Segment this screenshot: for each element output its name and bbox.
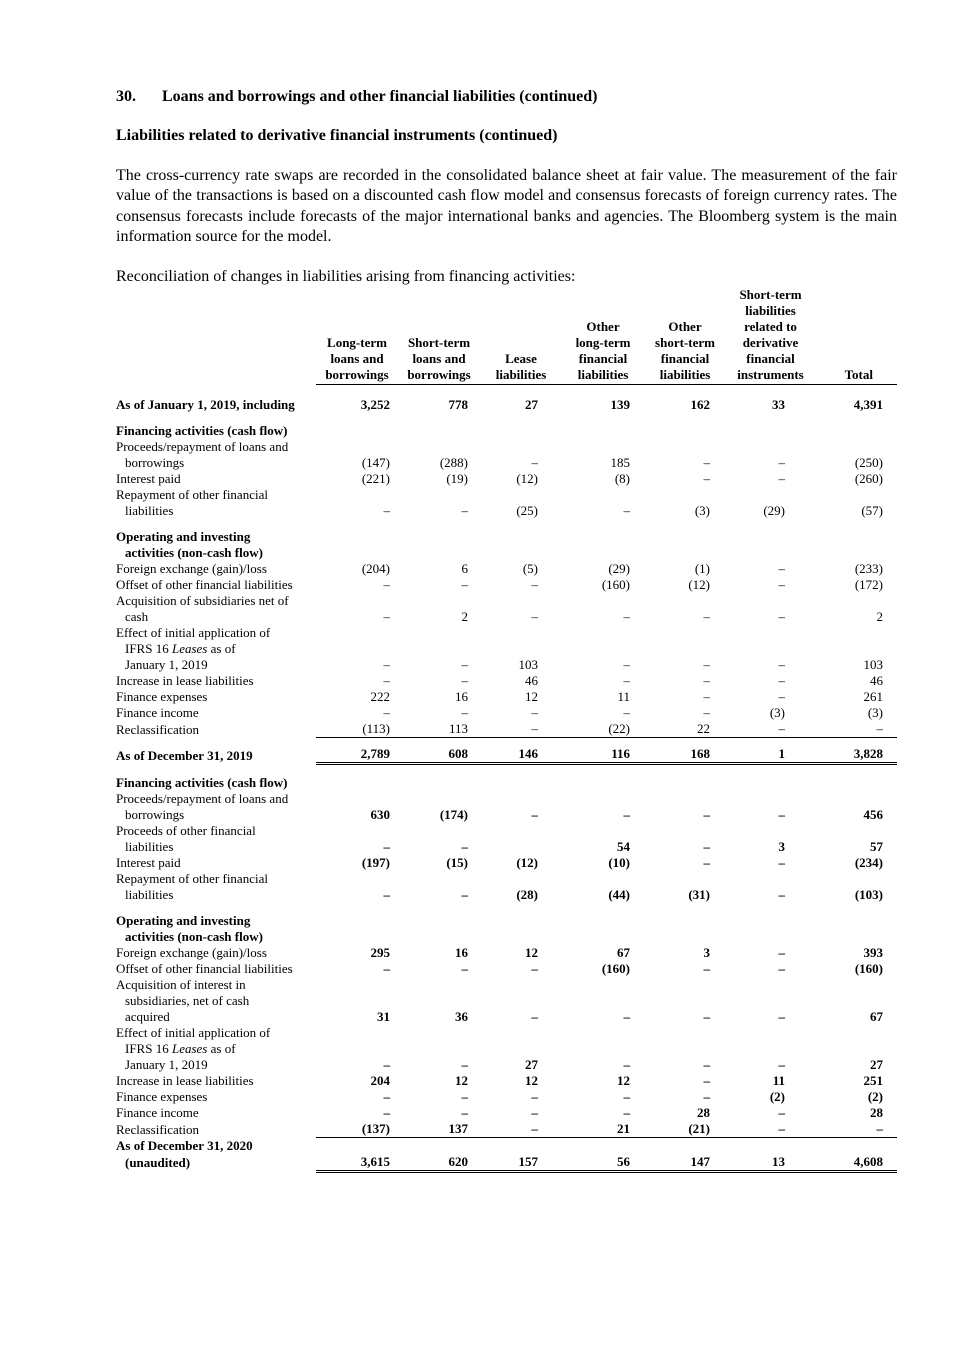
- table-cell: –: [383, 705, 390, 721]
- table-cell: 204: [370, 1073, 390, 1089]
- table-cell: –: [383, 657, 390, 673]
- table-cell: –: [703, 1057, 710, 1073]
- table-cell: (234): [854, 855, 883, 871]
- table-cell: 67: [617, 945, 630, 961]
- table-cell: 67: [870, 1009, 883, 1025]
- column-header-line: Other: [586, 319, 620, 335]
- table-cell: –: [461, 705, 468, 721]
- reconciliation-title: Reconciliation of changes in liabilities arising from financing activities:: [116, 268, 576, 286]
- table-cell: 103: [863, 657, 883, 673]
- table-cell: (137): [316, 1121, 398, 1138]
- table-cell: 3: [778, 839, 785, 855]
- table-cell: (221): [361, 471, 390, 487]
- table-cell: 608: [398, 738, 480, 764]
- table-cell: –: [778, 673, 785, 689]
- table-cell: (103): [854, 887, 883, 903]
- table-row: [116, 887, 897, 903]
- column-header-line: Lease: [505, 351, 537, 367]
- table-cell: 28: [870, 1105, 883, 1121]
- table-cell: –: [461, 1105, 468, 1121]
- table-cell: 456: [863, 807, 883, 823]
- section-label: Financing activities (cash flow): [116, 423, 288, 439]
- table-cell: –: [726, 721, 815, 738]
- table-cell: –: [531, 961, 538, 977]
- row-label: liabilities: [125, 839, 174, 855]
- row-label: Proceeds of other financial: [116, 823, 256, 839]
- table-cell: –: [383, 673, 390, 689]
- column-header-line: related to: [744, 319, 797, 335]
- column-header-line: liabilities: [577, 367, 629, 383]
- table-cell: –: [461, 503, 468, 519]
- table-cell: –: [815, 1121, 897, 1138]
- row-label: Acquisition of interest in: [116, 977, 246, 993]
- table-cell: 146: [480, 738, 562, 764]
- table-cell: 56: [562, 1154, 644, 1172]
- row-label: (unaudited): [125, 1155, 191, 1171]
- column-header-line: borrowings: [325, 367, 389, 383]
- table-row: [116, 657, 897, 673]
- column-header: [480, 287, 562, 385]
- table-cell: 54: [617, 839, 630, 855]
- row-label: January 1, 2019: [125, 1057, 208, 1073]
- table-cell: (197): [361, 855, 390, 871]
- row-label: IFRS 16 Leases as of: [125, 1041, 236, 1057]
- table-cell: –: [461, 961, 468, 977]
- row-label: As of December 31, 2019: [116, 747, 253, 763]
- table-cell: (204): [361, 561, 390, 577]
- table-cell: (8): [614, 471, 630, 487]
- table-row: [116, 1154, 897, 1172]
- table-cell: 251: [863, 1073, 883, 1089]
- table-cell: 12: [617, 1073, 630, 1089]
- table-cell: –: [778, 471, 785, 487]
- table-cell: (31): [688, 887, 710, 903]
- table-cell: (25): [516, 503, 538, 519]
- table-cell: –: [623, 1057, 630, 1073]
- column-header-line: short-term: [655, 335, 715, 351]
- table-cell: 116: [562, 738, 644, 764]
- table-cell: –: [623, 657, 630, 673]
- table-row: [116, 609, 897, 625]
- table-cell: –: [703, 673, 710, 689]
- table-cell: –: [480, 721, 562, 738]
- row-label: liabilities: [125, 503, 174, 519]
- table-cell: –: [778, 945, 785, 961]
- table-cell: [480, 839, 562, 855]
- table-cell: –: [623, 807, 630, 823]
- table-cell: (12): [516, 855, 538, 871]
- table-row: [116, 1105, 897, 1121]
- table-cell: (3): [867, 705, 883, 721]
- table-cell: –: [703, 609, 710, 625]
- table-cell: (113): [316, 721, 398, 738]
- table-cell: –: [778, 561, 785, 577]
- table-cell: 11: [617, 689, 630, 705]
- table-cell: 2: [461, 609, 468, 625]
- table-row: [116, 705, 897, 721]
- row-label: Acquisition of subsidiaries net of: [116, 593, 289, 609]
- table-cell: –: [703, 839, 710, 855]
- table-cell: –: [623, 705, 630, 721]
- column-header: [644, 287, 726, 385]
- table-cell: –: [383, 1105, 390, 1121]
- table-row: [116, 961, 897, 977]
- table-header-row: [116, 287, 897, 385]
- table-row: [116, 689, 897, 705]
- table-cell: 295: [370, 945, 390, 961]
- table-cell: –: [383, 503, 390, 519]
- table-cell: –: [726, 1121, 815, 1138]
- row-label: Effect of initial application of: [116, 1025, 271, 1041]
- column-header-line: financial: [660, 351, 710, 367]
- table-cell: (21): [644, 1121, 726, 1138]
- table-cell: 6: [461, 561, 468, 577]
- row-label: As of December 31, 2020: [116, 1137, 253, 1153]
- table-row: [116, 738, 897, 764]
- row-label: subsidiaries, net of cash: [125, 993, 250, 1009]
- table-cell: –: [778, 855, 785, 871]
- table-cell: (29): [763, 503, 785, 519]
- column-header-line: loans and: [412, 351, 466, 367]
- table-cell: 46: [525, 673, 538, 689]
- table-row: [116, 721, 897, 738]
- table-row: [116, 1121, 897, 1138]
- table-cell: (260): [854, 471, 883, 487]
- table-cell: –: [778, 657, 785, 673]
- table-cell: –: [623, 673, 630, 689]
- section-heading: [116, 88, 897, 106]
- table-cell: –: [703, 1009, 710, 1025]
- table-cell: –: [623, 1089, 630, 1105]
- table-cell: 27: [525, 1057, 538, 1073]
- table-cell: 168: [644, 738, 726, 764]
- row-label: Reclassification: [116, 1121, 200, 1137]
- table-cell: 3,252: [360, 397, 390, 413]
- table-cell: 2: [876, 609, 883, 625]
- table-cell: (160): [601, 961, 630, 977]
- row-label: cash: [125, 609, 149, 625]
- table-row: [116, 839, 897, 855]
- column-header-line: loans and: [330, 351, 384, 367]
- table-cell: –: [703, 689, 710, 705]
- table-cell: 13: [726, 1154, 815, 1172]
- table-cell: –: [778, 961, 785, 977]
- table-row: [116, 503, 897, 519]
- table-cell: –: [383, 1089, 390, 1105]
- table-cell: (22): [562, 721, 644, 738]
- table-cell: 2,789: [316, 738, 398, 764]
- row-label: IFRS 16 Leases as of: [125, 641, 236, 657]
- header-blank: [116, 287, 316, 385]
- table-cell: –: [778, 609, 785, 625]
- table-cell: –: [383, 961, 390, 977]
- table-cell: (5): [522, 561, 538, 577]
- table-cell: 139: [610, 397, 630, 413]
- table-cell: (250): [854, 455, 883, 471]
- table-cell: –: [531, 609, 538, 625]
- table-cell: –: [778, 577, 785, 593]
- table-cell: (10): [608, 855, 630, 871]
- table-cell: (160): [601, 577, 630, 593]
- column-header-line: derivative: [742, 335, 799, 351]
- table-cell: 137: [398, 1121, 480, 1138]
- table-row: [116, 1057, 897, 1073]
- table-cell: 33: [772, 397, 785, 413]
- table-cell: (3): [769, 705, 785, 721]
- table-cell: 12: [525, 945, 538, 961]
- table-cell: (288): [439, 455, 468, 471]
- row-label: As of January 1, 2019, including: [116, 397, 295, 413]
- intro-paragraph: The cross-currency rate swaps are recorded in the consolidated balance sheet at fair value. The measurement of the fair value of the transactions is based on a discounted cash flow model and consensus forecasts of foreign currency rates. The consensus forecasts include forecasts of the major international banks and agencies. The Bloomberg system is the main information source for the model.: [116, 167, 897, 245]
- column-header-line: Long-term: [327, 335, 387, 351]
- row-label: Proceeds/repayment of loans and: [116, 439, 289, 455]
- table-cell: (233): [854, 561, 883, 577]
- row-label: Offset of other financial liabilities: [116, 577, 293, 593]
- row-label: Foreign exchange (gain)/loss: [116, 561, 267, 577]
- table-row: [116, 455, 897, 471]
- table-cell: 778: [448, 397, 468, 413]
- column-header-line: Short-term: [739, 287, 802, 303]
- table-row: [116, 1089, 897, 1105]
- row-label: Offset of other financial liabilities: [116, 961, 293, 977]
- section-label: activities (non-cash flow): [125, 545, 263, 561]
- row-label: Increase in lease liabilities: [116, 673, 254, 689]
- table-row: [116, 673, 897, 689]
- table-cell: –: [778, 455, 785, 471]
- table-cell: –: [383, 1057, 390, 1073]
- table-cell: –: [531, 455, 538, 471]
- row-label: Proceeds/repayment of loans and: [116, 791, 289, 807]
- table-cell: 185: [610, 455, 630, 471]
- table-cell: –: [461, 887, 468, 903]
- table-cell: –: [461, 839, 468, 855]
- row-label: borrowings: [125, 807, 185, 823]
- table-cell: –: [815, 721, 897, 738]
- table-cell: 12: [455, 1073, 468, 1089]
- row-label: Increase in lease liabilities: [116, 1073, 254, 1089]
- row-label: January 1, 2019: [125, 657, 208, 673]
- table-cell: (12): [688, 577, 710, 593]
- table-cell: –: [461, 1057, 468, 1073]
- table-cell: 46: [870, 673, 883, 689]
- table-cell: –: [623, 609, 630, 625]
- table-cell: (2): [769, 1089, 785, 1105]
- section-title: Loans and borrowings and other financial liabilities (continued): [162, 88, 598, 105]
- table-cell: –: [778, 1009, 785, 1025]
- table-cell: 103: [518, 657, 538, 673]
- table-cell: 3,615: [316, 1154, 398, 1172]
- table-cell: –: [778, 887, 785, 903]
- table-cell: –: [480, 1121, 562, 1138]
- table-cell: (2): [867, 1089, 883, 1105]
- reconciliation-table: [116, 287, 897, 1173]
- table-cell: –: [703, 855, 710, 871]
- table-cell: –: [531, 1105, 538, 1121]
- table-cell: 12: [525, 1073, 538, 1089]
- table-cell: –: [383, 887, 390, 903]
- column-header: [815, 287, 897, 385]
- table-cell: –: [531, 1089, 538, 1105]
- table-cell: 27: [525, 397, 538, 413]
- table-cell: 12: [525, 689, 538, 705]
- section-label: Financing activities (cash flow): [116, 775, 288, 791]
- table-cell: 261: [863, 689, 883, 705]
- table-row: [116, 561, 897, 577]
- table-cell: –: [461, 1089, 468, 1105]
- table-cell: –: [383, 577, 390, 593]
- table-cell: 21: [562, 1121, 644, 1138]
- column-header-line: liabilities: [745, 303, 796, 319]
- table-cell: –: [703, 657, 710, 673]
- table-cell: 1: [726, 738, 815, 764]
- table-cell: 16: [455, 689, 468, 705]
- table-cell: 16: [455, 945, 468, 961]
- table-cell: 393: [863, 945, 883, 961]
- table-cell: (15): [446, 855, 468, 871]
- table-cell: –: [461, 657, 468, 673]
- table-row: [116, 1073, 897, 1089]
- table-cell: –: [531, 577, 538, 593]
- table-cell: –: [778, 807, 785, 823]
- table-cell: (19): [446, 471, 468, 487]
- table-cell: 630: [370, 807, 390, 823]
- column-header-line: instruments: [737, 367, 804, 383]
- row-label: Reclassification: [116, 721, 200, 737]
- table-cell: 147: [644, 1154, 726, 1172]
- column-header-line: long-term: [575, 335, 631, 351]
- table-cell: (57): [861, 503, 883, 519]
- table-row: [116, 945, 897, 961]
- table-cell: –: [703, 455, 710, 471]
- table-cell: –: [703, 961, 710, 977]
- table-cell: –: [778, 689, 785, 705]
- table-cell: –: [623, 1105, 630, 1121]
- table-cell: 157: [480, 1154, 562, 1172]
- table-cell: (44): [608, 887, 630, 903]
- table-cell: (172): [854, 577, 883, 593]
- table-row: [116, 1009, 897, 1025]
- table-cell: 3,828: [815, 738, 897, 764]
- row-label: Finance income: [116, 705, 199, 721]
- table-cell: –: [461, 673, 468, 689]
- column-header: [398, 287, 480, 385]
- column-header: [726, 287, 815, 385]
- table-cell: 27: [870, 1057, 883, 1073]
- table-cell: –: [383, 609, 390, 625]
- table-row: [116, 855, 897, 871]
- table-cell: 57: [870, 839, 883, 855]
- table-cell: (1): [694, 561, 710, 577]
- column-header-line: Total: [844, 367, 873, 383]
- row-label: acquired: [125, 1009, 170, 1025]
- row-label: Effect of initial application of: [116, 625, 271, 641]
- section-label: Operating and investing: [116, 529, 251, 545]
- row-label: Finance income: [116, 1105, 199, 1121]
- table-cell: –: [703, 1073, 710, 1089]
- row-label: Finance expenses: [116, 1089, 208, 1105]
- table-cell: –: [531, 1009, 538, 1025]
- table-cell: –: [703, 807, 710, 823]
- row-label: liabilities: [125, 887, 174, 903]
- row-label: Repayment of other financial: [116, 487, 268, 503]
- table-cell: –: [703, 471, 710, 487]
- table-cell: 31: [377, 1009, 390, 1025]
- subheading: Liabilities related to derivative financial instruments (continued): [116, 127, 558, 144]
- table-cell: –: [623, 1009, 630, 1025]
- table-cell: 3: [703, 945, 710, 961]
- table-cell: –: [778, 1057, 785, 1073]
- column-header: [316, 287, 398, 385]
- column-header-line: liabilities: [495, 367, 547, 383]
- column-header-line: liabilities: [659, 367, 711, 383]
- table-cell: 162: [690, 397, 710, 413]
- table-cell: 36: [455, 1009, 468, 1025]
- table-cell: –: [703, 705, 710, 721]
- row-label: Repayment of other financial: [116, 871, 268, 887]
- row-label: borrowings: [125, 455, 185, 471]
- section-label: activities (non-cash flow): [125, 929, 263, 945]
- table-cell: 4,391: [853, 397, 883, 413]
- row-label: Finance expenses: [116, 689, 208, 705]
- document-page: [116, 88, 897, 1173]
- column-header-line: financial: [578, 351, 628, 367]
- table-cell: (29): [608, 561, 630, 577]
- table-cell: (12): [516, 471, 538, 487]
- row-label: Foreign exchange (gain)/loss: [116, 945, 267, 961]
- column-header-line: Short-term: [407, 335, 471, 351]
- table-cell: –: [461, 577, 468, 593]
- table-cell: –: [703, 1089, 710, 1105]
- table-cell: 28: [697, 1105, 710, 1121]
- column-header-line: financial: [746, 351, 795, 367]
- section-label: Operating and investing: [116, 913, 251, 929]
- table-cell: (147): [361, 455, 390, 471]
- table-cell: –: [531, 705, 538, 721]
- table-row: [116, 471, 897, 487]
- table-row: [116, 577, 897, 593]
- column-header-line: borrowings: [407, 367, 471, 383]
- table-cell: 11: [772, 1073, 785, 1089]
- table-cell: 4,608: [815, 1154, 897, 1172]
- table-row: [116, 807, 897, 823]
- table-cell: (174): [439, 807, 468, 823]
- section-number: 30.: [116, 88, 136, 105]
- table-cell: 113: [398, 721, 480, 738]
- table-cell: –: [531, 807, 538, 823]
- table-cell: 620: [398, 1154, 480, 1172]
- table-cell: (28): [516, 887, 538, 903]
- table-cell: 22: [644, 721, 726, 738]
- column-header: [562, 287, 644, 385]
- table-cell: (160): [854, 961, 883, 977]
- table-cell: –: [623, 503, 630, 519]
- table-cell: –: [383, 839, 390, 855]
- column-header-line: Other: [668, 319, 702, 335]
- table-cell: 222: [370, 689, 390, 705]
- row-label: Interest paid: [116, 471, 181, 487]
- row-label: Interest paid: [116, 855, 181, 871]
- table-cell: (3): [694, 503, 710, 519]
- table-row: [116, 397, 897, 413]
- table-cell: –: [778, 1105, 785, 1121]
